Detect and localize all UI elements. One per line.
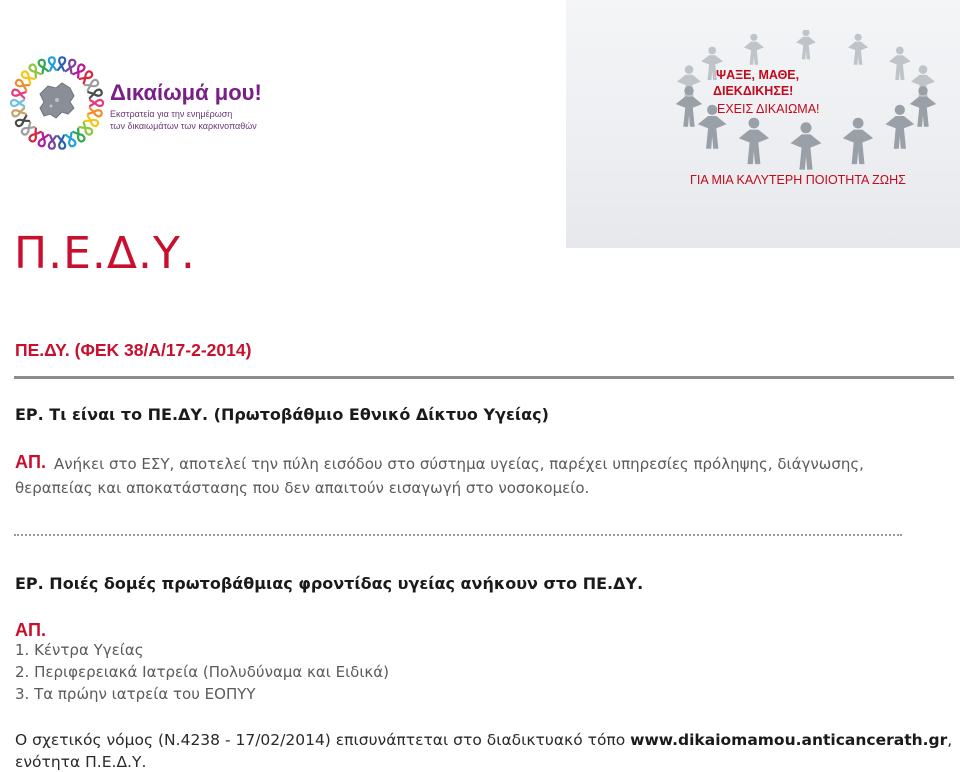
list-item: 2. Περιφερειακά Ιατρεία (Πολυδύναμα και Ειδικά) bbox=[15, 663, 390, 681]
promo-slogan: ΓΙΑ ΜΙΑ ΚΑΛΥΤΕΡΗ ΠΟΙΟΤΗΤΑ ΖΩΗΣ bbox=[690, 173, 906, 187]
section-divider bbox=[14, 376, 954, 379]
answer-2-label: ΑΠ. bbox=[15, 620, 46, 640]
question-1: ΕΡ. Τι είναι το ΠΕ.ΔΥ. (Πρωτοβάθμιο Εθνικό Δίκτυο Υγείας) bbox=[15, 405, 549, 424]
logo-tagline-line2: των δικαιωμάτων των καρκινοπαθών bbox=[110, 121, 257, 131]
answer-1-label: ΑΠ. bbox=[15, 452, 46, 472]
footer-section-ref: ενότητα Π.Ε.Δ.Υ. bbox=[15, 753, 147, 771]
page-title: Π.Ε.Δ.Υ. bbox=[14, 228, 196, 279]
footer-text: Ο σχετικός νόμος (Ν.4238 - 17/02/2014) επισυνάπτεται στο διαδικτυακό τόπο bbox=[15, 731, 631, 749]
law-reference: ΠΕ.ΔΥ. (ΦΕΚ 38/Α/17-2-2014) bbox=[15, 340, 252, 360]
promo-line-2: ΔΙΕΚΔΙΚΗΣΕ! bbox=[713, 84, 794, 98]
footer-note bbox=[15, 731, 952, 749]
ribbon-ring-europe-map-icon bbox=[4, 50, 110, 156]
logo-title: Δικαίωμά μου! bbox=[110, 80, 262, 105]
answer-1-line-2: θεραπείας και αποκατάστασης που δεν απαιτούν εισαγωγή στο νοσοκομείο. bbox=[15, 479, 590, 497]
dotted-divider bbox=[14, 534, 902, 536]
question-2: ΕΡ. Ποιές δομές πρωτοβάθμιας φροντίδας υγείας ανήκουν στο ΠΕ.ΔΥ. bbox=[15, 574, 644, 593]
promo-banner bbox=[566, 0, 960, 248]
list-item: 3. Τα πρώην ιατρεία του ΕΟΠΥΥ bbox=[15, 685, 256, 703]
promo-line-1: ΨΑΞΕ, ΜΑΘΕ, bbox=[716, 68, 800, 82]
list-item: 1. Κέντρα Υγείας bbox=[15, 641, 144, 659]
footer-comma: , bbox=[947, 731, 953, 749]
campaign-logo bbox=[4, 50, 284, 160]
logo-tagline-line1: Εκστρατεία για την ενημέρωση bbox=[110, 109, 233, 119]
promo-line-3: ΕΧΕΙΣ ΔΙΚΑΙΩΜΑ! bbox=[717, 102, 820, 116]
footer-website-link[interactable]: www.dikaiomamou.anticancerath.gr bbox=[630, 731, 948, 749]
answer-1-line-1: Ανήκει στο ΕΣΥ, αποτελεί την πύλη εισόδου στο σύστημα υγείας, παρέχει υπηρεσίες πρόληψης, διάγνωσης, bbox=[54, 455, 864, 473]
